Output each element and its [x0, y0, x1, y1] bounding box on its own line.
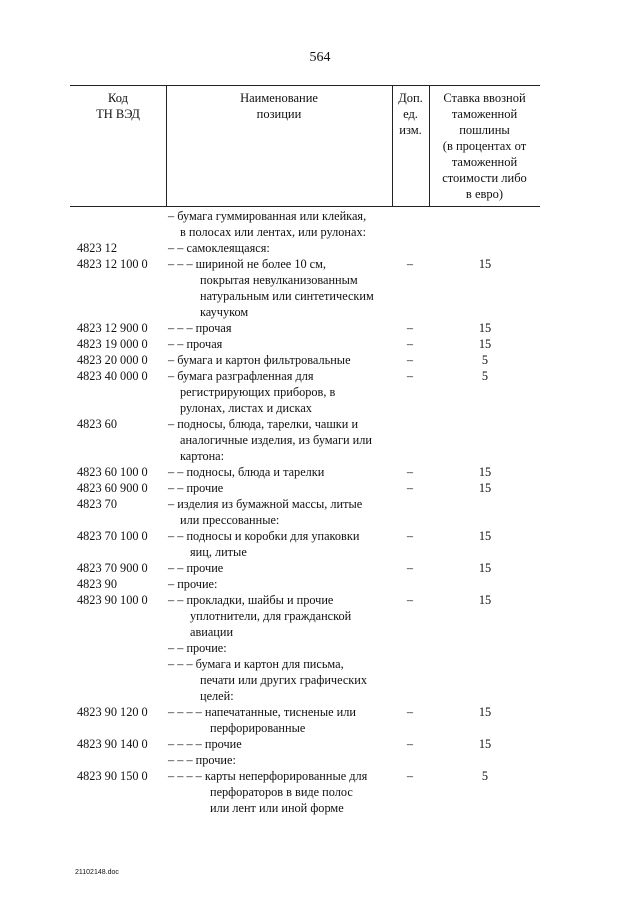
row-code: 4823 60	[77, 417, 117, 431]
row-name	[168, 480, 393, 496]
row-rate: 15	[478, 705, 492, 719]
row-name-line: регистрирующих приборов, в	[180, 385, 336, 399]
row-name	[168, 576, 393, 592]
row-name-line: печати или других графических	[200, 673, 368, 687]
row-name	[168, 320, 393, 336]
row-name	[168, 752, 393, 768]
row-name-line: – – – – напечатанные, тисненые или	[168, 705, 356, 719]
header-code: Код ТН ВЭД	[96, 91, 140, 121]
row-code: 4823 19 000 0	[77, 337, 148, 351]
row-rate: 15	[478, 593, 492, 607]
row-code: 4823 40 000 0	[77, 369, 148, 383]
row-name-line: – – прокладки, шайбы и прочие	[168, 593, 334, 607]
row-code: 4823 90 120 0	[77, 705, 148, 719]
row-name	[168, 640, 393, 656]
row-unit: –	[406, 369, 414, 383]
row-name	[168, 704, 393, 736]
row-name	[168, 368, 393, 416]
row-code: 4823 60 100 0	[77, 465, 148, 479]
row-name-line: натуральным или синтетическим	[200, 289, 374, 303]
row-unit: –	[406, 321, 414, 335]
row-code: 4823 70	[77, 497, 117, 511]
row-code: 4823 90 150 0	[77, 769, 148, 783]
row-unit: –	[406, 529, 414, 543]
header-name: Наименование позиции	[240, 91, 318, 121]
row-code: 4823 12 100 0	[77, 257, 148, 271]
row-name-line: или прессованные:	[180, 513, 280, 527]
row-rate: 5	[481, 769, 489, 783]
row-name-line: – – самоклеящаяся:	[168, 241, 270, 255]
row-name	[168, 592, 393, 640]
row-name-line: – прочие:	[168, 577, 218, 591]
row-name-line: – – – – карты неперфорированные для	[168, 769, 368, 783]
row-code: 4823 20 000 0	[77, 353, 148, 367]
row-name-line: уплотнители, для гражданской	[190, 609, 352, 623]
row-name-line: перфорированные	[210, 721, 306, 735]
row-name-line: – – – шириной не более 10 см,	[168, 257, 326, 271]
row-rate: 5	[481, 369, 489, 383]
row-name-line: целей:	[200, 689, 234, 703]
row-rate: 15	[478, 737, 492, 751]
row-unit: –	[406, 481, 414, 495]
row-name-line: каучуком	[200, 305, 249, 319]
header-unit: Доп. ед. изм.	[398, 91, 423, 137]
row-name-line: – подносы, блюда, тарелки, чашки и	[168, 417, 359, 431]
row-rate: 15	[478, 321, 492, 335]
row-name-line: в полосах или лентах, или рулонах:	[180, 225, 367, 239]
row-name	[168, 416, 393, 464]
row-name-line: – – прочая	[168, 337, 223, 351]
row-name-line: – – – прочие:	[168, 753, 236, 767]
row-unit: –	[406, 561, 414, 575]
row-name-line: – – подносы и коробки для упаковки	[168, 529, 360, 543]
row-code: 4823 60 900 0	[77, 481, 148, 495]
row-code: 4823 90 100 0	[77, 593, 148, 607]
row-name	[168, 736, 393, 752]
row-name-line: – бумага разграфленная для	[168, 369, 314, 383]
header-rate: Ставка ввозной таможенной пошлины (в процентах от таможенной стоимости либо в евро)	[442, 91, 527, 201]
row-name-line: – – – – прочие	[168, 737, 242, 751]
row-unit: –	[406, 593, 414, 607]
row-name	[168, 256, 393, 320]
row-name-line: – бумага гуммированная или клейкая,	[168, 209, 367, 223]
row-name	[168, 656, 393, 704]
row-name-line: – – прочие:	[168, 641, 227, 655]
row-unit: –	[406, 769, 414, 783]
row-name	[168, 464, 393, 480]
row-name-line: – – подносы, блюда и тарелки	[168, 465, 325, 479]
row-rate: 15	[478, 481, 492, 495]
row-name-line: или лент или иной форме	[210, 801, 344, 815]
row-code: 4823 90	[77, 577, 117, 591]
row-name-line: – – прочие	[168, 481, 224, 495]
row-unit: –	[406, 705, 414, 719]
row-name-line: – бумага и картон фильтровальные	[168, 353, 351, 367]
row-code: 4823 12 900 0	[77, 321, 148, 335]
row-name	[168, 528, 393, 560]
row-name-line: – – прочие	[168, 561, 224, 575]
row-code: 4823 90 140 0	[77, 737, 148, 751]
row-name-line: покрытая невулканизованным	[200, 273, 358, 287]
row-unit: –	[406, 737, 414, 751]
row-name	[168, 768, 393, 816]
row-name-line: – изделия из бумажной массы, литые	[168, 497, 363, 511]
row-name-line: перфораторов в виде полос	[210, 785, 353, 799]
footer-filename: 21102148.doc	[75, 869, 119, 876]
row-code: 4823 12	[77, 241, 117, 255]
row-code: 4823 70 900 0	[77, 561, 148, 575]
row-rate: 15	[478, 337, 492, 351]
row-name-line: – – – бумага и картон для письма,	[168, 657, 344, 671]
row-code: 4823 70 100 0	[77, 529, 148, 543]
row-name	[168, 352, 393, 368]
header-bottom-rule	[70, 206, 540, 207]
row-name-line: авиации	[190, 625, 234, 639]
row-rate: 15	[478, 257, 492, 271]
row-name	[168, 336, 393, 352]
row-name	[168, 560, 393, 576]
page-number: 564	[309, 50, 331, 65]
row-name-line: картона:	[180, 449, 225, 463]
row-unit: –	[406, 257, 414, 271]
row-name-line: рулонах, листах и дисках	[180, 401, 312, 415]
row-rate: 15	[478, 529, 492, 543]
row-name-line: яиц, литые	[190, 545, 247, 559]
row-unit: –	[406, 337, 414, 351]
row-unit: –	[406, 353, 414, 367]
row-rate: 15	[478, 465, 492, 479]
row-unit: –	[406, 465, 414, 479]
row-name	[168, 496, 393, 528]
row-rate: 5	[481, 353, 489, 367]
row-name-line: – – – прочая	[168, 321, 232, 335]
row-name-line: аналогичные изделия, из бумаги или	[180, 433, 372, 447]
row-rate: 15	[478, 561, 492, 575]
header-top-rule	[70, 85, 540, 86]
row-name	[168, 240, 393, 256]
row-name	[168, 208, 393, 240]
